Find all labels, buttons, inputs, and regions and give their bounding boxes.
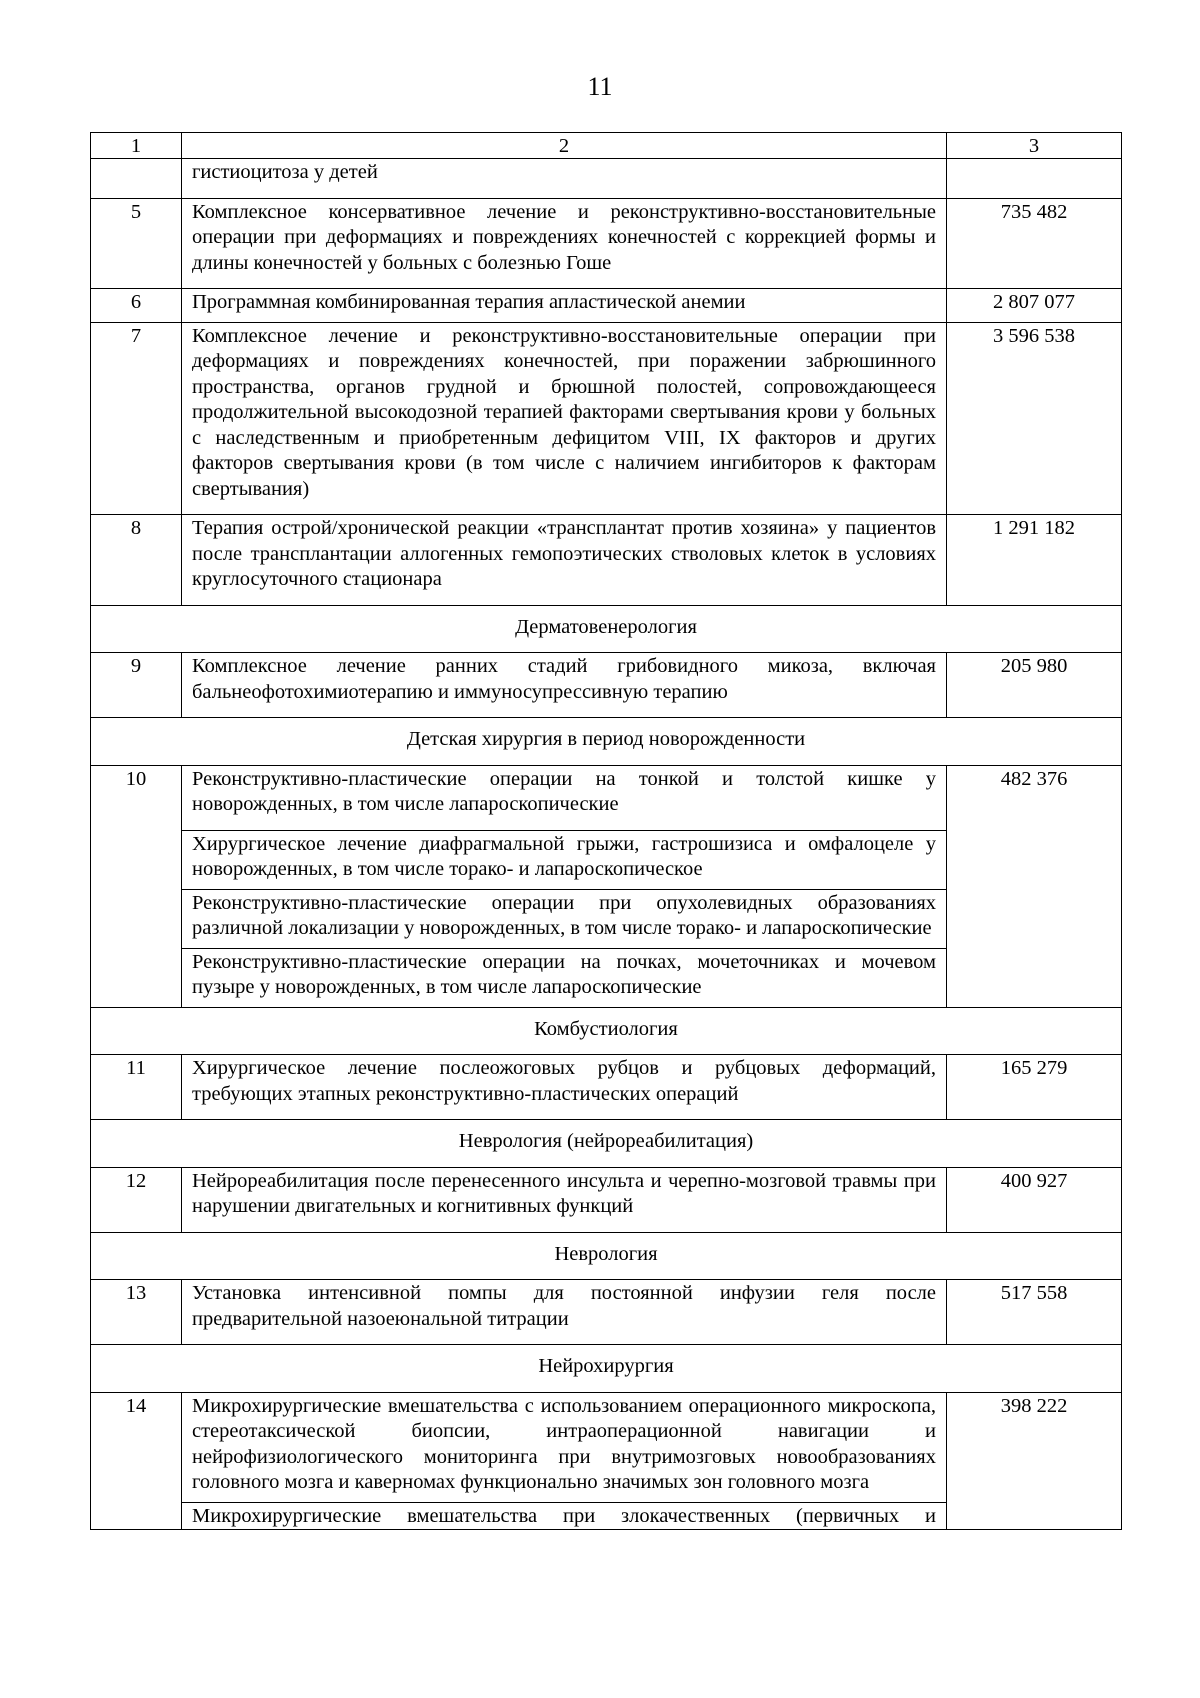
row-cost	[947, 159, 1122, 199]
row-number: 5	[91, 198, 182, 289]
row-description: Комплексное консервативное лечение и реконструктивно-восстановительные операции при деформациях и повреждениях конечностей с коррекцией формы и длины конечностей у больных с болезнью Гоше	[182, 198, 947, 289]
row-cost: 2 807 077	[947, 289, 1122, 323]
section-heading: Детская хирургия в период новорожденности	[91, 718, 1122, 766]
page-number: 11	[587, 72, 613, 101]
table-row	[91, 653, 1122, 718]
section-heading: Неврология (нейрореабилитация)	[91, 1120, 1122, 1168]
table-row	[91, 765, 1122, 830]
table-row	[91, 322, 1122, 515]
section-row	[91, 605, 1122, 653]
table-row	[91, 1280, 1122, 1345]
section-row	[91, 1120, 1122, 1168]
row-cost: 3 596 538	[947, 322, 1122, 515]
row-cost: 1 291 182	[947, 515, 1122, 606]
row-description: Реконструктивно-пластические операции на тонкой и толстой кишке у новорожденных, в том числе лапароскопические	[182, 765, 947, 830]
section-heading: Нейрохирургия	[91, 1345, 1122, 1393]
row-description: Микрохирургические вмешательства с использованием операционного микроскопа, стереотаксической биопсии, интраоперационной навигации и нейрофизиологического мониторинга при внутримозговых новообразованиях головного мозга и каверномах функционально значимых зон головного мозга	[182, 1392, 947, 1502]
section-heading: Дерматовенерология	[91, 605, 1122, 653]
row-description: Микрохирургические вмешательства при злокачественных (первичных и	[182, 1502, 947, 1530]
row-number: 6	[91, 289, 182, 323]
row-number: 11	[91, 1055, 182, 1120]
table-row	[91, 1167, 1122, 1232]
row-description: Реконструктивно-пластические операции при опухолевидных образованиях различной локализации у новорожденных, в том числе торако- и лапароскопические	[182, 889, 947, 948]
row-description: Терапия острой/хронической реакции «трансплантат против хозяина» у пациентов после трансплантации аллогенных гемопоэтических стволовых клеток в условиях круглосуточного стационара	[182, 515, 947, 606]
table-row	[91, 1392, 1122, 1502]
row-cost: 205 980	[947, 653, 1122, 718]
row-description: Комплексное лечение ранних стадий грибовидного микоза, включая бальнеофотохимиотерапию и иммуносупрессивную терапию	[182, 653, 947, 718]
row-description: Хирургическое лечение послеожоговых рубцов и рубцовых деформаций, требующих этапных реконструктивно-пластических операций	[182, 1055, 947, 1120]
row-number: 14	[91, 1392, 182, 1530]
table-row	[91, 515, 1122, 606]
row-number: 9	[91, 653, 182, 718]
row-cost: 400 927	[947, 1167, 1122, 1232]
row-cost: 517 558	[947, 1280, 1122, 1345]
row-number: 12	[91, 1167, 182, 1232]
row-description: гистиоцитоза у детей	[182, 159, 947, 199]
row-number: 10	[91, 765, 182, 1007]
row-number: 8	[91, 515, 182, 606]
row-description: Реконструктивно-пластические операции на почках, мочеточниках и мочевом пузыре у новорожденных, в том числе лапароскопические	[182, 948, 947, 1007]
column-header-2: 2	[182, 133, 947, 159]
row-number: 7	[91, 322, 182, 515]
row-description: Хирургическое лечение диафрагмальной грыжи, гастрошизиса и омфалоцеле у новорожденных, в том числе торако- и лапароскопическое	[182, 830, 947, 889]
section-row	[91, 1007, 1122, 1055]
row-number: 13	[91, 1280, 182, 1345]
row-number	[91, 159, 182, 199]
row-cost: 482 376	[947, 765, 1122, 1007]
column-header-3: 3	[947, 133, 1122, 159]
table-row	[91, 289, 1122, 323]
row-description: Программная комбинированная терапия апластической анемии	[182, 289, 947, 323]
column-header-1: 1	[91, 133, 182, 159]
row-cost: 398 222	[947, 1392, 1122, 1530]
table-row	[91, 159, 1122, 199]
row-cost: 735 482	[947, 198, 1122, 289]
row-description: Нейрореабилитация после перенесенного инсульта и черепно-мозговой травмы при нарушении двигательных и когнитивных функций	[182, 1167, 947, 1232]
section-heading: Комбустиология	[91, 1007, 1122, 1055]
table-row	[91, 198, 1122, 289]
column-header-row	[91, 133, 1122, 159]
row-cost: 165 279	[947, 1055, 1122, 1120]
section-row	[91, 718, 1122, 766]
section-heading: Неврология	[91, 1232, 1122, 1280]
row-description: Установка интенсивной помпы для постоянной инфузии геля после предварительной назоеюнальной титрации	[182, 1280, 947, 1345]
table-row	[91, 1055, 1122, 1120]
section-row	[91, 1345, 1122, 1393]
procedures-table	[90, 132, 1122, 1530]
section-row	[91, 1232, 1122, 1280]
row-description: Комплексное лечение и реконструктивно-восстановительные операции при деформациях и повреждениях конечностей, при поражении забрюшинного пространства, органов грудной и брюшной полостей, сопровождающееся продолжительной высокодозной терапией факторами свертывания крови у больных с наследственным и приобретенным дефицитом VIII, IX факторов и других факторов свертывания крови (в том числе с наличием ингибиторов к факторам свертывания)	[182, 322, 947, 515]
